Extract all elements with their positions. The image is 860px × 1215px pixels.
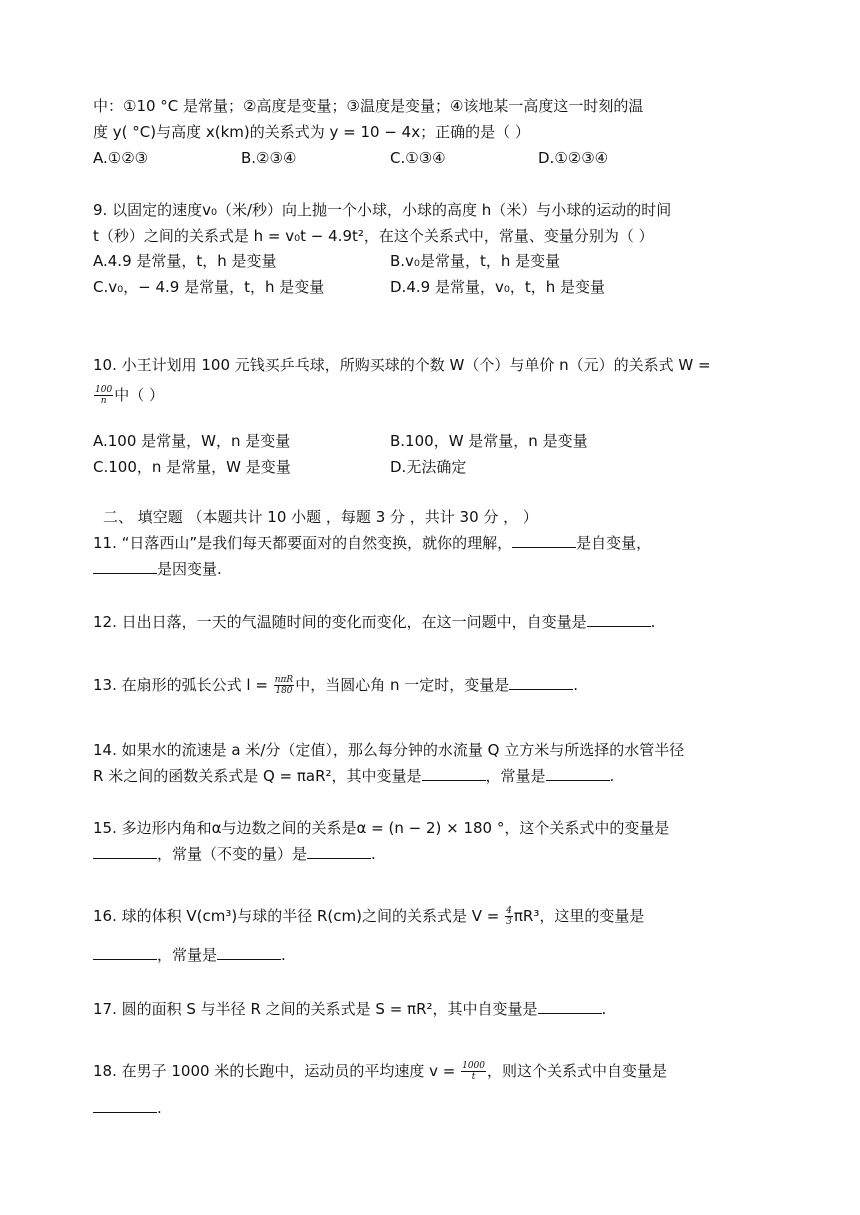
q16-frac-num: 4 [506,906,512,916]
q10-after: 中（ ） [114,386,164,404]
q11-blank-1 [512,533,576,548]
q12-blank [587,612,651,627]
q11-text-c: 是因变量. [157,560,222,578]
q15-text-b: ，常量（不变的量）是 [157,845,308,863]
q8-option-a: A.①②③ [93,149,149,167]
q8-line-2: 度 y( °C)与高度 x(km)的关系式为 y = 10 − 4x；正确的是（ ） [93,123,530,141]
q17-blank [538,999,602,1014]
q15-line-1: 15. 多边形内角和α与边数之间的关系是α = (n − 2) × 180 °，这个关系式中的变量是 [93,819,670,837]
q8-option-c: C.①③④ [390,149,446,167]
q16-line-2 [93,945,286,965]
q10-option-d: D.无法确定 [390,458,467,476]
q10-frac-den: n [100,396,107,406]
q13-blank [509,675,573,690]
q13-fraction [274,675,295,696]
q9-line-1: 9. 以固定的速度v₀（米/秒）向上抛一个小球，小球的高度 h（米）与小球的运动的时间 [93,201,672,219]
q15-end: . [371,845,376,863]
q12-text: 12. 日出日落，一天的气温随时间的变化而变化，在这一问题中，自变量是 [93,613,587,631]
q18-blank [93,1098,157,1113]
q9-option-c: C.v₀，− 4.9 是常量，t，h 是变量 [93,278,325,296]
section-heading-fill-in: 二、 填空题 （本题共计 10 小题 ，每题 3 分 ，共计 30 分 ， ） [103,508,538,526]
q8-option-d: D.①②③④ [538,149,609,167]
q15-blank-1 [93,844,157,859]
q15-blank-2 [307,844,371,859]
q18-fraction [461,1061,486,1082]
q10-frac-num: 100 [95,385,113,395]
q8-line-1: 中：①10 °C 是常量；②高度是变量；③温度是变量；④该地某一高度这一时刻的温 [93,97,644,115]
q8-option-b: B.②③④ [241,149,297,167]
q10-option-b: B.100，W 是常量，n 是变量 [390,432,588,450]
q12-line [93,612,655,632]
q9-option-a: A.4.9 是常量，t，h 是变量 [93,252,277,270]
q10-fraction [94,385,113,406]
q16-fraction [505,906,513,927]
q15-line-2 [93,844,376,864]
q18-line-1 [93,1061,667,1082]
q16-text-c: ，常量是 [157,946,218,964]
q11-line-1 [93,533,651,553]
q16-end: . [281,946,286,964]
q13-end: . [573,676,579,694]
q18-text-a: 18. 在男子 1000 米的长跑中，运动员的平均速度 v = [93,1062,456,1080]
q14-text-b: ，常量是 [485,767,546,785]
q16-text-b: πR³，这里的变量是 [513,907,645,925]
q10-line-1: 10. 小王计划用 100 元钱买乒乓球，所购买球的个数 W（个）与单价 n（元）的关系式 W = [93,356,711,374]
q9-option-d: D.4.9 是常量，v₀，t，h 是变量 [390,278,605,296]
q13-text-a: 13. 在扇形的弧长公式 l = [93,676,268,694]
q18-frac-num: 1000 [462,1061,486,1071]
q16-text-a: 16. 球的体积 V(cm³)与球的半径 R(cm)之间的关系式是 V = [93,907,500,925]
q11-text-b: 是自变量， [576,534,652,552]
q16-blank-2 [217,945,281,960]
q14-line-1: 14. 如果水的流速是 a 米/分（定值），那么每分钟的水流量 Q 立方米与所选择的水管半径 [93,741,685,759]
q14-blank-2 [546,766,610,781]
q16-frac-den: 3 [506,917,512,927]
q9-option-b: B.v₀是常量，t，h 是变量 [390,252,561,270]
q13-frac-den: 180 [275,686,293,696]
q10-line-2 [93,385,164,406]
q16-blank-1 [93,945,157,960]
q13-frac-num: nπR [274,675,294,685]
q9-line-2: t（秒）之间的关系式是 h = v₀t − 4.9t²，在这个关系式中，常量、变量分别为（ ） [93,227,654,245]
q10-option-c: C.100，n 是常量，W 是变量 [93,458,291,476]
q14-end: . [609,767,615,785]
q14-text-a: R 米之间的函数关系式是 Q = πaR²，其中变量是 [93,767,422,785]
q17-text: 17. 圆的面积 S 与半径 R 之间的关系式是 S = πR²，其中自变量是 [93,1000,538,1018]
q13-line [93,675,578,696]
q11-text-a: 11. “日落西山”是我们每天都要面对的自然变换，就你的理解， [93,534,513,552]
q12-end: . [650,613,656,631]
q11-line-2 [93,559,222,579]
q14-line-2 [93,766,614,786]
q18-line-2 [93,1098,162,1118]
q13-text-b: 中，当圆心角 n 一定时，变量是 [295,676,510,694]
q16-line-1 [93,906,644,927]
q17-line [93,999,606,1019]
q11-blank-2 [93,559,157,574]
q14-blank-1 [422,766,486,781]
q18-text-b: ，则这个关系式中自变量是 [487,1062,668,1080]
q17-end: . [601,1000,607,1018]
q10-option-a: A.100 是常量，W，n 是变量 [93,432,291,450]
q18-end: . [157,1099,162,1117]
q18-frac-den: t [471,1072,476,1082]
